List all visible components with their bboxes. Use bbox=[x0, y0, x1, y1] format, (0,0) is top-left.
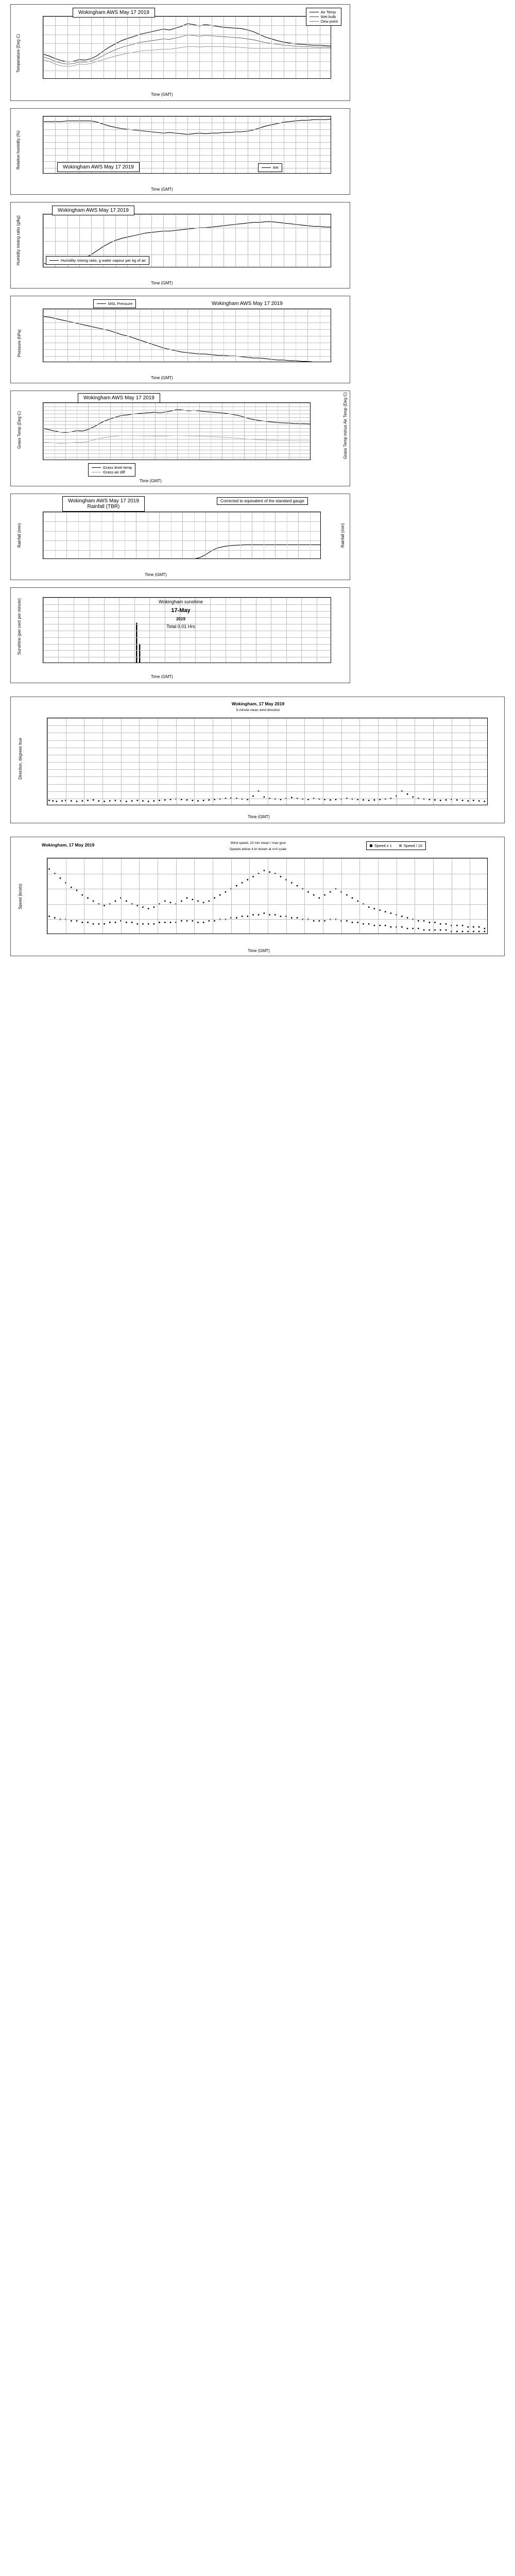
gridline-vertical-minor bbox=[151, 309, 152, 362]
gridline-horizontal bbox=[43, 61, 331, 62]
chart-subtitle-wind-speed: Wind speed, 10 min mean / max gust bbox=[230, 841, 286, 845]
gridline-horizontal bbox=[47, 904, 487, 905]
gridline-vertical-minor bbox=[271, 309, 272, 362]
gridline-horizontal bbox=[43, 531, 320, 532]
gridline-vertical bbox=[110, 403, 111, 460]
gridline-vertical bbox=[67, 309, 68, 362]
bar bbox=[139, 644, 140, 663]
plot-grass-temp bbox=[43, 402, 311, 460]
chart-year-sunshine: 2019 bbox=[176, 617, 185, 621]
gridline-vertical-minor bbox=[127, 309, 128, 362]
gridline-horizontal bbox=[43, 650, 331, 651]
axis-label-x-sunshine: Time (GMT) bbox=[151, 674, 173, 679]
gridline-vertical bbox=[43, 214, 44, 267]
chart-title-temperature: Wokingham AWS May 17 2019 bbox=[73, 8, 155, 18]
gridline-horizontal bbox=[43, 43, 331, 44]
axis-label-y-wind-speed: Speed (knots) bbox=[18, 884, 23, 909]
legend-swatch-dew-point bbox=[310, 21, 319, 22]
axis-label-y-rainfall: Rainfall (mm) bbox=[17, 523, 22, 548]
chart-title-wind-direction: Wokingham, 17 May 2019 bbox=[231, 701, 285, 706]
gridline-vertical bbox=[266, 403, 267, 460]
gridline-vertical-minor bbox=[55, 309, 56, 362]
gridline-vertical bbox=[187, 309, 188, 362]
axis-label-x-wind-direction: Time (GMT) bbox=[248, 815, 270, 819]
gridline-horizontal bbox=[47, 725, 487, 726]
chart-title-mixing-ratio: Wokingham AWS May 17 2019 bbox=[52, 206, 134, 215]
gridline-horizontal bbox=[43, 406, 310, 407]
legend-temperature bbox=[306, 8, 341, 26]
gridline-vertical bbox=[341, 858, 342, 934]
legend-label-dew-point: Dew point bbox=[320, 19, 338, 24]
gridline-vertical bbox=[121, 858, 122, 934]
panel-humidity bbox=[10, 108, 350, 195]
chart-title-rainfall bbox=[62, 496, 145, 512]
plot-temperature bbox=[43, 16, 331, 79]
gridline-vertical bbox=[199, 116, 200, 173]
gridline-vertical bbox=[275, 512, 276, 558]
gridline-vertical bbox=[47, 858, 48, 934]
chart-title-humidity: Wokingham AWS May 17 2019 bbox=[57, 162, 140, 172]
gridline-horizontal bbox=[43, 349, 331, 350]
gridline-horizontal bbox=[43, 142, 331, 143]
panel-rainfall bbox=[10, 494, 350, 580]
gridline-vertical bbox=[271, 214, 272, 267]
gridline-vertical bbox=[286, 858, 287, 934]
gridline-horizontal bbox=[47, 791, 487, 792]
gridline-horizontal bbox=[43, 329, 331, 330]
gridline-vertical bbox=[182, 512, 183, 558]
gridline-vertical bbox=[43, 403, 44, 460]
plot-rainfall bbox=[43, 512, 321, 559]
gridline-horizontal bbox=[43, 148, 331, 149]
gridline-horizontal bbox=[43, 428, 310, 429]
gridline-horizontal bbox=[43, 410, 310, 411]
scatter-group bbox=[48, 790, 485, 802]
gridline-vertical bbox=[88, 403, 89, 460]
gridline-vertical bbox=[176, 858, 177, 934]
gridline-horizontal bbox=[47, 776, 487, 777]
gridline-vertical-minor bbox=[217, 512, 218, 558]
gridline-vertical-minor bbox=[78, 512, 79, 558]
legend-label-speed-div10: Speed / 10 bbox=[403, 843, 423, 848]
gridline-vertical bbox=[47, 718, 48, 805]
plot-wind-direction bbox=[47, 718, 488, 805]
gridline-horizontal bbox=[47, 718, 487, 719]
gridline-horizontal bbox=[43, 241, 331, 242]
gridline-vertical bbox=[244, 403, 245, 460]
chart-title-grass-temp: Wokingham AWS May 17 2019 bbox=[78, 393, 160, 403]
gridline-vertical bbox=[139, 718, 140, 805]
legend-mixing-ratio bbox=[46, 256, 149, 265]
axis-label-y-mixing-ratio: Humidity mixing ratio (g/kg) bbox=[16, 215, 21, 265]
legend-label-rh: RH bbox=[273, 165, 279, 170]
panel-mixing-ratio bbox=[10, 202, 350, 289]
legend-swatch-rh bbox=[262, 167, 271, 168]
gridline-horizontal bbox=[43, 417, 310, 418]
axis-label-x-wind-speed: Time (GMT) bbox=[248, 948, 270, 953]
axis-label-y-right-grass-temp: Grass Temp minus Air Temp (Deg C) bbox=[343, 392, 348, 459]
legend-pressure bbox=[93, 299, 136, 308]
gridline-vertical bbox=[298, 512, 299, 558]
legend-humidity bbox=[258, 163, 282, 172]
axis-label-y-grass-temp: Grass Temp (Deg C) bbox=[17, 411, 22, 449]
gridline-horizontal bbox=[43, 161, 331, 162]
gridline-vertical bbox=[139, 858, 140, 934]
legend-label-speed-x1: Speed x 1 bbox=[374, 843, 392, 848]
panel-wind-direction bbox=[10, 697, 505, 823]
gridline-vertical bbox=[102, 858, 103, 934]
gridline-vertical bbox=[163, 116, 164, 173]
gridline-vertical bbox=[249, 718, 250, 805]
gridline-vertical bbox=[378, 718, 379, 805]
gridline-vertical bbox=[304, 718, 305, 805]
chart-subtitle2-wind-speed: Speeds below 4 kt shown at x=0 scale bbox=[229, 848, 287, 851]
gridline-vertical bbox=[43, 309, 44, 362]
gridline-horizontal bbox=[47, 740, 487, 741]
chart-subtitle-sunshine: 17-May bbox=[171, 607, 191, 614]
gridline-vertical bbox=[151, 116, 152, 173]
gridline-vertical-minor bbox=[101, 512, 102, 558]
axis-label-y-pressure: Pressure (hPa) bbox=[17, 329, 22, 357]
legend-grass-temp bbox=[88, 463, 135, 477]
legend-swatch-mixing-ratio bbox=[49, 260, 59, 261]
gridline-vertical bbox=[66, 512, 67, 558]
chart-title-wind-speed: Wokingham, 17 May 2019 bbox=[42, 842, 95, 848]
gridline-vertical bbox=[121, 718, 122, 805]
gridline-vertical bbox=[163, 214, 164, 267]
gridline-vertical bbox=[176, 718, 177, 805]
axis-label-x-mixing-ratio: Time (GMT) bbox=[151, 281, 173, 285]
axis-label-x-grass-temp: Time (GMT) bbox=[140, 479, 162, 483]
chart-title-rainfall-line1: Wokingham AWS May 17 2019 bbox=[68, 498, 139, 504]
gridline-vertical bbox=[359, 858, 360, 934]
legend-swatch-wet-bulb bbox=[310, 16, 319, 17]
panel-grass-temp bbox=[10, 391, 350, 486]
chart-title-rainfall-line2: Rainfall (TBR) bbox=[87, 504, 120, 510]
gridline-vertical-minor bbox=[55, 512, 56, 558]
gridline-horizontal bbox=[43, 512, 320, 513]
gridline-vertical bbox=[55, 116, 56, 173]
gridline-vertical bbox=[187, 214, 188, 267]
legend-swatch-msl-pressure bbox=[97, 303, 106, 304]
gridline-vertical bbox=[102, 718, 103, 805]
gridline-vertical bbox=[91, 309, 92, 362]
gridline-vertical bbox=[163, 309, 164, 362]
gridline-horizontal bbox=[43, 453, 310, 454]
gridline-vertical-minor bbox=[79, 309, 80, 362]
chart-title-sunshine: Wokingham sunshine bbox=[159, 599, 203, 604]
gridline-vertical bbox=[249, 858, 250, 934]
gridline-vertical bbox=[199, 403, 200, 460]
gridline-vertical-minor bbox=[310, 512, 311, 558]
gridline-vertical-minor bbox=[255, 403, 256, 460]
gridline-vertical-minor bbox=[194, 512, 195, 558]
gridline-vertical bbox=[205, 512, 206, 558]
legend-swatch-grass-level-temp bbox=[92, 467, 101, 468]
chart-subtitle-wind-direction: 5-minute mean wind direction bbox=[236, 708, 280, 712]
gridline-vertical bbox=[177, 403, 178, 460]
legend-swatch-speed-x1 bbox=[370, 844, 372, 847]
axis-label-x-pressure: Time (GMT) bbox=[151, 376, 173, 380]
axis-label-y-humidity: Relative humidity (%) bbox=[16, 130, 21, 170]
legend-label-mixing-ratio: Humidity mixing ratio, g water vapour per kg of air bbox=[61, 258, 146, 263]
gridline-horizontal bbox=[47, 858, 487, 859]
gridline-vertical bbox=[199, 214, 200, 267]
gridline-horizontal bbox=[43, 550, 320, 551]
legend-label-air-temp: Air Temp bbox=[320, 10, 336, 14]
plot-pressure bbox=[43, 309, 331, 362]
gridline-vertical bbox=[187, 116, 188, 173]
gridline-vertical bbox=[235, 214, 236, 267]
axis-label-x-temperature: Time (GMT) bbox=[151, 92, 173, 97]
gridline-vertical-minor bbox=[199, 309, 200, 362]
legend-label-wet-bulb: Wet bulb bbox=[320, 14, 336, 19]
gridline-vertical bbox=[235, 116, 236, 173]
legend-wind-speed bbox=[366, 841, 426, 850]
gridline-vertical bbox=[159, 512, 160, 558]
panel-sunshine bbox=[10, 587, 350, 683]
chart-total-sunshine: Total 0.01 Hrs bbox=[166, 624, 195, 629]
axis-label-y-wind-direction: Direction, degrees true bbox=[18, 738, 23, 779]
gridline-horizontal bbox=[43, 435, 310, 436]
gridline-vertical bbox=[359, 718, 360, 805]
gridline-horizontal bbox=[43, 116, 331, 117]
gridline-horizontal bbox=[47, 769, 487, 770]
gridline-vertical bbox=[341, 718, 342, 805]
rainfall-correction-note: Corrected to equivalent of the standard gauge bbox=[217, 497, 308, 505]
axis-label-y-temperature: Temperature (Deg C) bbox=[16, 33, 21, 73]
gridline-horizontal bbox=[43, 356, 331, 357]
gridline-vertical bbox=[433, 858, 434, 934]
gridline-vertical bbox=[151, 214, 152, 267]
gridline-horizontal bbox=[43, 540, 320, 541]
scatter-group bbox=[48, 912, 485, 932]
gridline-horizontal bbox=[43, 446, 310, 447]
gridline-vertical bbox=[307, 116, 308, 173]
gridline-vertical bbox=[307, 214, 308, 267]
gridline-vertical bbox=[132, 403, 133, 460]
gridline-horizontal bbox=[47, 784, 487, 785]
legend-label-msl-pressure: MSL Pressure bbox=[108, 301, 133, 306]
gridline-vertical bbox=[43, 512, 44, 558]
gridline-horizontal bbox=[43, 521, 320, 522]
panel-pressure bbox=[10, 296, 350, 383]
gridline-horizontal bbox=[47, 919, 487, 920]
gridline-vertical bbox=[378, 858, 379, 934]
gridline-vertical bbox=[231, 858, 232, 934]
chart-title-pressure: Wokingham AWS May 17 2019 bbox=[212, 301, 283, 307]
gridline-vertical bbox=[286, 718, 287, 805]
legend-label-grass-air-diff: Grass-air diff bbox=[103, 470, 125, 474]
gridline-vertical-minor bbox=[188, 403, 189, 460]
gridline-horizontal bbox=[43, 309, 331, 310]
gridline-horizontal bbox=[43, 129, 331, 130]
gridline-horizontal bbox=[43, 637, 331, 638]
panel-temperature bbox=[10, 4, 350, 101]
gridline-vertical bbox=[43, 116, 44, 173]
panel-wind-speed bbox=[10, 837, 505, 956]
gridline-vertical bbox=[304, 858, 305, 934]
axis-label-x-humidity: Time (GMT) bbox=[151, 187, 173, 192]
gridline-vertical bbox=[155, 403, 156, 460]
gridline-vertical bbox=[194, 858, 195, 934]
axis-label-x-rainfall: Time (GMT) bbox=[145, 572, 167, 577]
gridline-vertical bbox=[65, 403, 66, 460]
axis-label-y-right-rainfall: Rainfall (mm) bbox=[340, 523, 345, 548]
plot-wind-speed bbox=[47, 858, 488, 934]
gridline-horizontal bbox=[43, 135, 331, 136]
gridline-horizontal bbox=[43, 644, 331, 645]
legend-label-grass-level-temp: Grass level temp bbox=[103, 465, 132, 470]
gridline-vertical bbox=[433, 718, 434, 805]
gridline-vertical bbox=[235, 309, 236, 362]
legend-swatch-speed-div10 bbox=[399, 844, 402, 847]
gridline-vertical bbox=[307, 309, 308, 362]
gridline-horizontal bbox=[43, 155, 331, 156]
gridline-vertical bbox=[231, 718, 232, 805]
gridline-vertical bbox=[115, 309, 116, 362]
gridline-vertical bbox=[194, 718, 195, 805]
scatter-group bbox=[48, 868, 485, 929]
axis-label-y-sunshine: Sunshine (per cent per minute) bbox=[17, 598, 22, 655]
gridline-horizontal bbox=[43, 25, 331, 26]
